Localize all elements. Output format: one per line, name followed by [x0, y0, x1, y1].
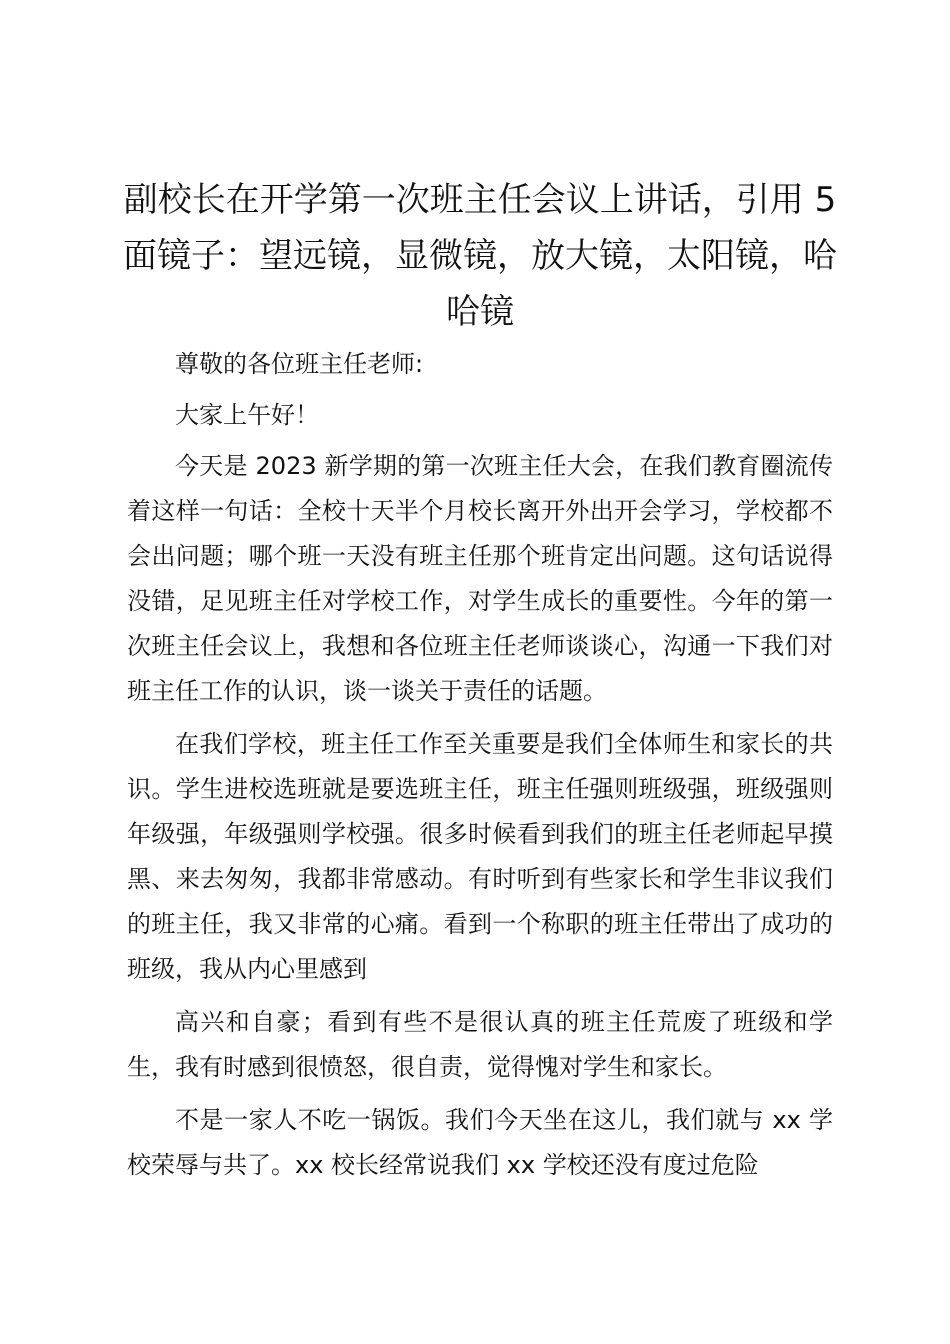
paragraph: 不是一家人不吃一锅饭。我们今天坐在这儿，我们就与 xx 学校荣辱与共了。xx 校长经常说我们 xx 学校还没有度过危险 [127, 1106, 833, 1179]
greeting: 大家上午好！ [175, 401, 319, 429]
document-title: 副校长在开学第一次班主任会议上讲话，引用 5 面镜子：望远镜，显微镜，放大镜，太阳镜，哈哈镜 [123, 180, 837, 332]
paragraph: 在我们学校，班主任工作至关重要是我们全体师生和家长的共识。学生进校选班就是要选班主任，班主任强则班级强，班级强则年级强，年级强则学校强。很多时候看到我们的班主任老师起早摸黑、来去匆匆，我都非常感动。有时听到有些家长和学生非议我们的班主任，我又非常的心痛。看到一个称职的班主任带出了成功的班级，我从内心里感到 [127, 730, 833, 983]
paragraph: 高兴和自豪；看到有些不是很认真的班主任荒废了班级和学生，我有时感到很愤怒，很自责，觉得愧对学生和家长。 [127, 1008, 833, 1081]
salutation: 尊敬的各位班主任老师: [175, 350, 424, 378]
document-page [123, 172, 837, 1188]
paragraph: 今天是 2023 新学期的第一次班主任大会，在我们教育圈流传着这样一句话：全校十天半个月校长离开外出开会学习，学校都不会出问题；哪个班一天没有班主任那个班肯定出问题。这句话说得没错，足见班主任对学校工作，对学生成长的重要性。今年的第一次班主任会议上，我想和各位班主任老师谈谈心，沟通一下我们对班主任工作的认识，谈一谈关于责任的话题。 [127, 452, 833, 705]
